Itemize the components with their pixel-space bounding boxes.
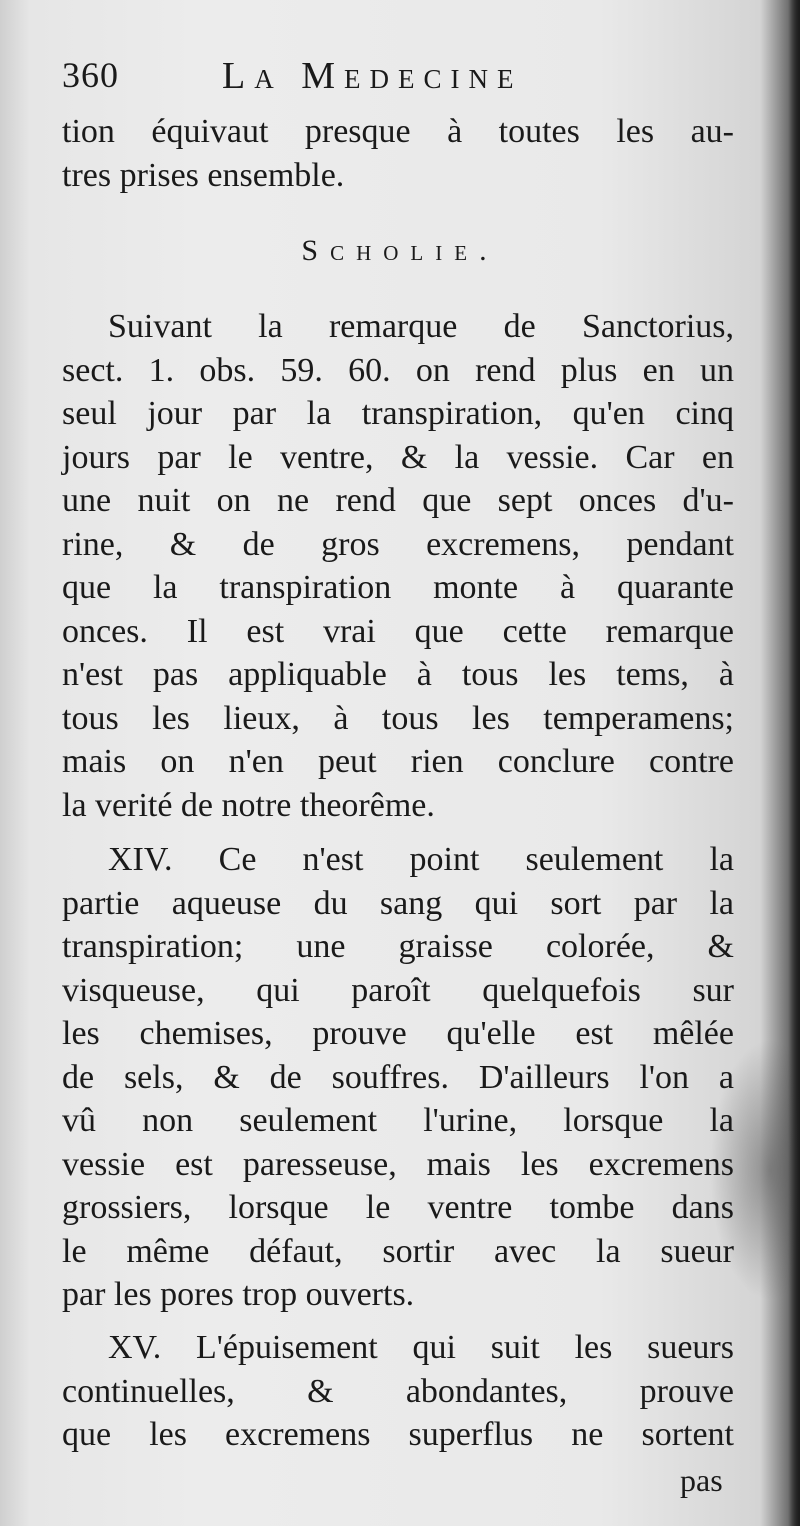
text-line: la verité de notre theorême. (62, 786, 435, 824)
text-line: par les pores trop ouverts. (62, 1276, 415, 1313)
intro-paragraph (62, 110, 734, 197)
text-line: de sels, & de souffres. D'ailleurs l'on a (62, 1058, 734, 1096)
section-xv-paragraph (62, 1326, 734, 1457)
running-title: La Medecine (222, 55, 523, 97)
text-line: vû non seulement l'urine, lorsque la (62, 1102, 734, 1139)
text-line: vessie est paresseuse, mais les excremens (62, 1145, 734, 1183)
text-line: n'est pas appliquable à tous les tems, à (62, 656, 734, 693)
text-line: XIV. Ce n'est point seulement la (108, 841, 734, 878)
text-line: le même défaut, sortir avec la sueur (62, 1232, 734, 1270)
text-line: sect. 1. obs. 59. 60. on rend plus en un (62, 351, 734, 389)
section-xiv-paragraph (62, 838, 734, 1317)
scholie-paragraph (62, 305, 734, 827)
text-line: transpiration; une graisse colorée, & (62, 928, 734, 965)
text-line: que les excremens superflus ne sortent (62, 1416, 734, 1453)
text-line: une nuit on ne rend que sept onces d'u- (62, 482, 734, 519)
page-number: 360 (62, 55, 119, 95)
text-line: grossiers, lorsque le ventre tombe dans (62, 1189, 734, 1226)
text-line: Suivant la remarque de Sanctorius, (108, 308, 734, 345)
text-line: tous les lieux, à tous les temperamens; (62, 699, 734, 737)
text-line: rine, & de gros excremens, pendant (62, 525, 734, 563)
text-line: onces. Il est vrai que cette remarque (62, 612, 734, 650)
section-heading-scholie: Scholie. (301, 234, 499, 267)
text-line: tion équivaut presque à toutes les au- (62, 113, 734, 150)
text-line: mais on n'en peut rien conclure contre (62, 743, 734, 780)
text-line: partie aqueuse du sang qui sort par la (62, 884, 734, 922)
text-line: que la transpiration monte à quarante (62, 569, 734, 606)
text-line: les chemises, prouve qu'elle est mêlée (62, 1015, 734, 1052)
text-line: XV. L'épuisement qui suit les sueurs (108, 1329, 734, 1366)
page-header (62, 54, 742, 104)
catchword: pas (680, 1462, 723, 1498)
text-line: continuelles, & abondantes, prouve (62, 1372, 734, 1410)
text-line: jours par le ventre, & la vessie. Car en (62, 438, 734, 476)
text-line: visqueuse, qui paroît quelquefois sur (62, 971, 734, 1009)
text-line: seul jour par la transpiration, qu'en cinq (62, 395, 734, 432)
text-line: tres prises ensemble. (62, 156, 345, 194)
